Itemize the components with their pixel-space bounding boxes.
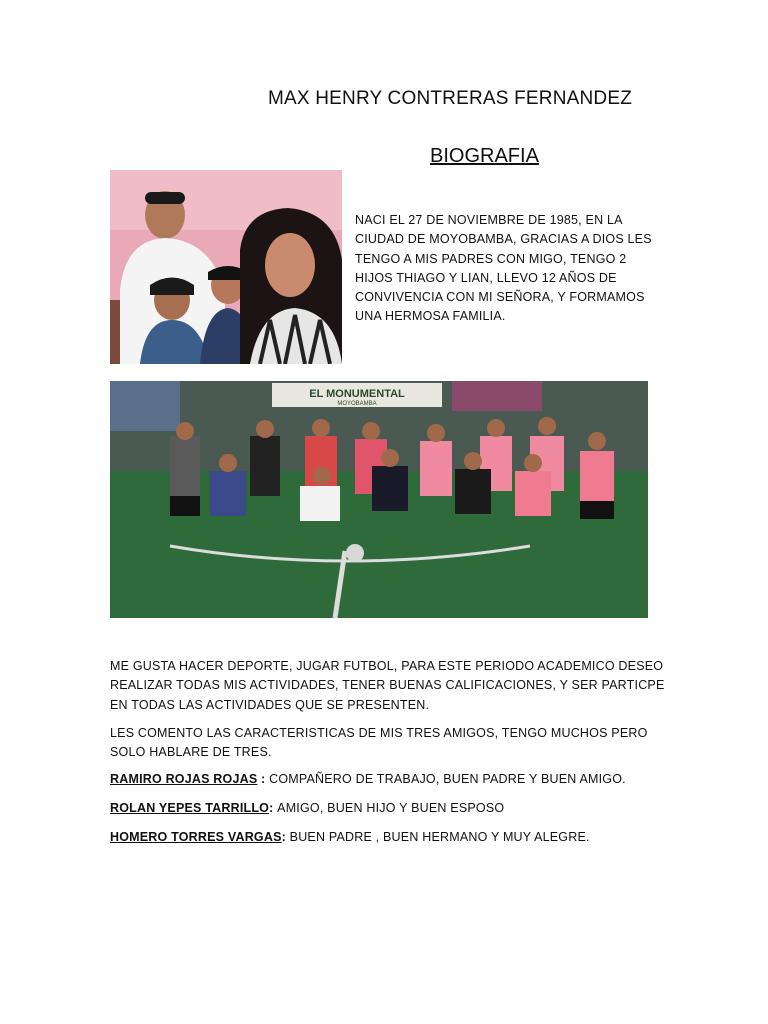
friend-description: COMPAÑERO DE TRABAJO, BUEN PADRE Y BUEN AMIGO. xyxy=(269,772,626,786)
team-banner-text: EL MONUMENTAL xyxy=(309,388,405,400)
team-banner-subtext: MOYOBAMBA xyxy=(337,401,377,407)
friend-separator: : xyxy=(281,830,290,844)
friend-name: HOMERO TORRES VARGAS xyxy=(110,830,282,844)
friend-description: BUEN PADRE , BUEN HERMANO Y MUY ALEGRE. xyxy=(289,830,590,844)
friend-separator: : xyxy=(257,772,270,786)
friend-item xyxy=(110,801,670,815)
team-photo xyxy=(110,381,648,618)
friend-description: AMIGO, BUEN HIJO Y BUEN ESPOSO xyxy=(277,801,505,815)
friend-name: RAMIRO ROJAS ROJAS xyxy=(110,772,258,786)
friends-intro-paragraph: LES COMENTO LAS CARACTERISTICAS DE MIS TRES AMIGOS, TENGO MUCHOS PERO SOLO HABLARE DE TRES. xyxy=(110,726,648,760)
friend-item xyxy=(110,772,670,786)
intro-paragraph: NACI EL 27 DE NOVIEMBRE DE 1985, EN LA CIUDAD DE MOYOBAMBA, GRACIAS A DIOS LES TENGO A MIS PADRES CON MIGO, TENGO 2 HIJOS THIAGO Y LIAN, LLEVO 12 AÑOS DE CONVIVENCIA CON MI SEÑORA, Y FORMAMOS UNA HERMOSA FAMILIA. xyxy=(355,213,652,324)
hobbies-paragraph: ME GUSTA HACER DEPORTE, JUGAR FUTBOL, PARA ESTE PERIODO ACADEMICO DESEO REALIZAR TODAS MIS ACTIVIDADES, TENER BUENAS CALIFICACIONES, Y SER PARTICPE EN TODAS LAS ACTIVIDADES QUE SE PRESENTEN. xyxy=(110,659,665,712)
document-title: MAX HENRY CONTRERAS FERNANDEZ xyxy=(268,88,633,109)
friend-item xyxy=(110,830,670,844)
document-subtitle: BIOGRAFIA xyxy=(430,145,539,167)
family-photo xyxy=(110,170,342,364)
friend-name: ROLAN YEPES TARRILLO xyxy=(110,801,270,815)
friend-separator: : xyxy=(269,801,278,815)
